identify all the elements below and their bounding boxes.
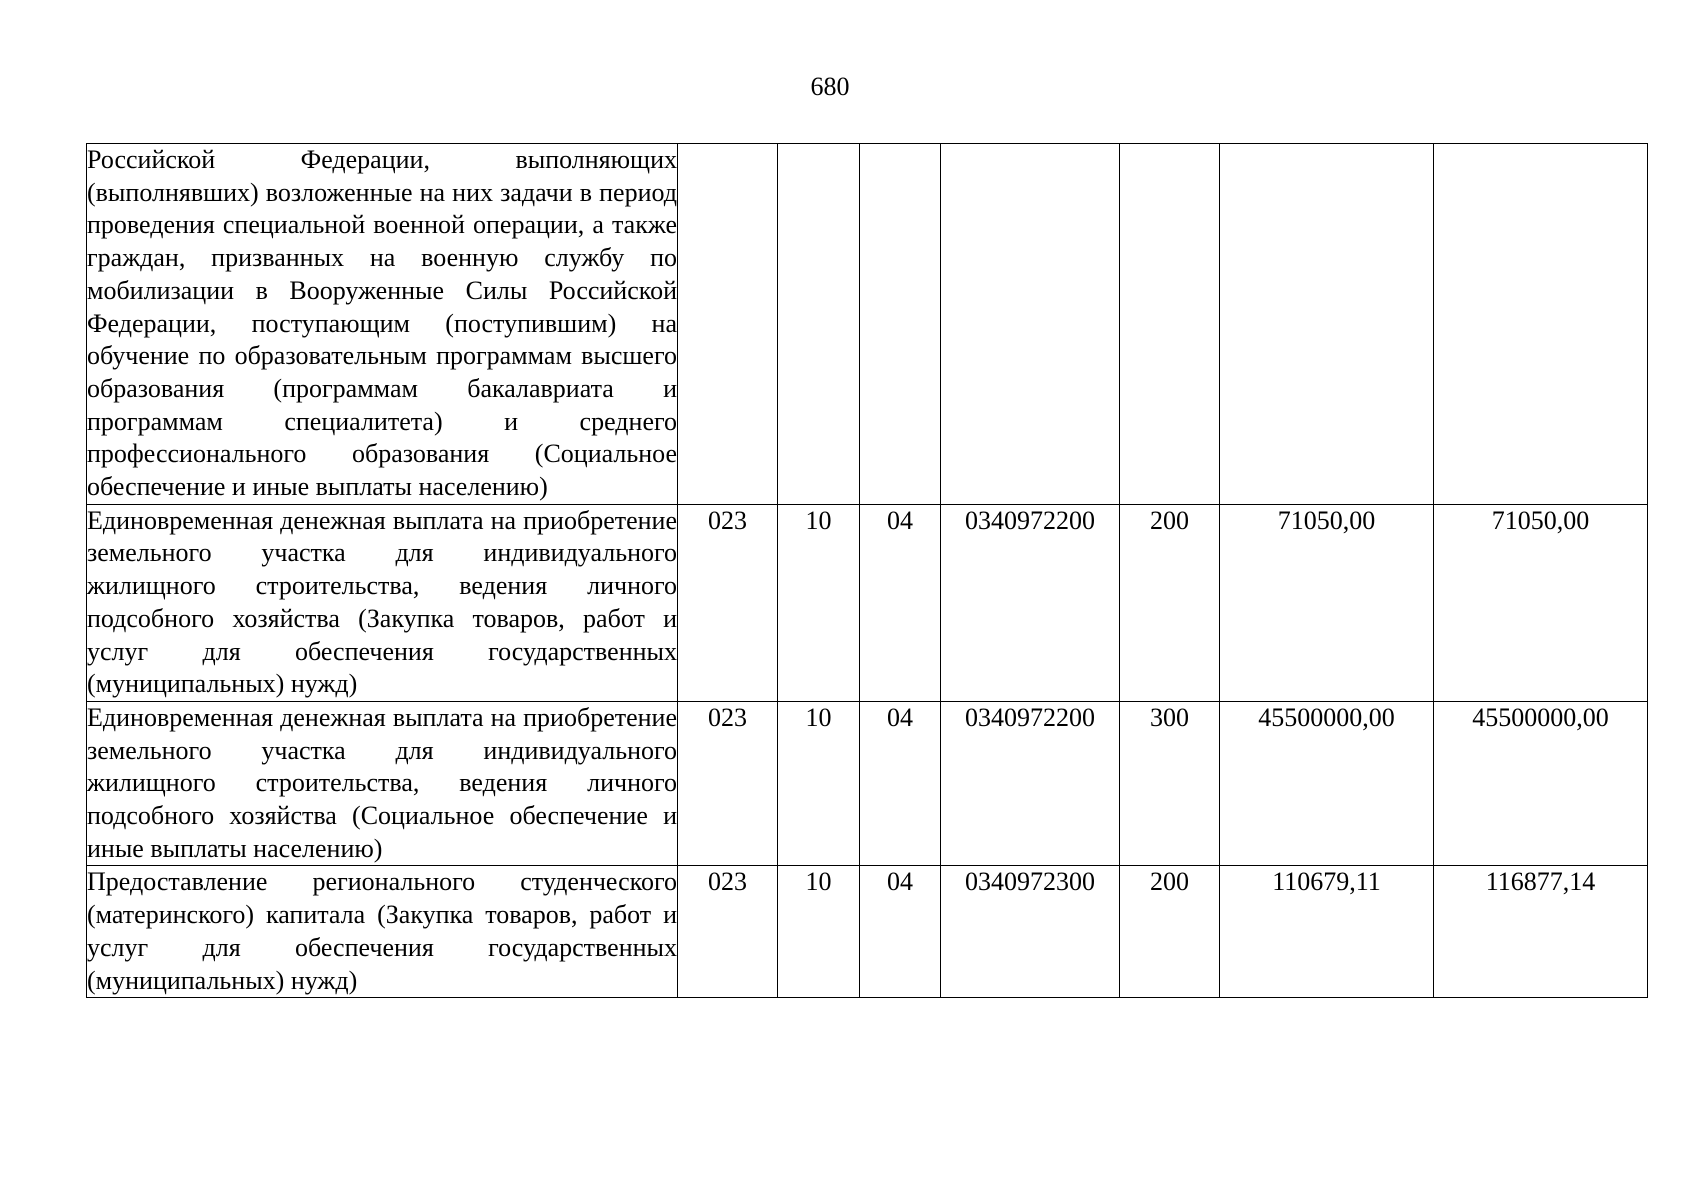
table-row	[87, 866, 1648, 998]
expense-type-code: 300	[1120, 701, 1220, 866]
row-description: Российской Федерации, выполняющих (выполнявших) возложенные на них задачи в период проведения специальной военной операции, а также граждан, призванных на военную службу по мобилизации в Вооруженные Силы Российской Федерации, поступающим (поступившим) на обучение по образовательным программам высшего образования (программам бакалавриата и программам специалитета) и среднего профессионального образования (Социальное обеспечение и иные выплаты населению)	[87, 144, 678, 505]
row-description: Единовременная денежная выплата на приобретение земельного участка для индивидуального жилищного строительства, ведения личного подсобного хозяйства (Закупка товаров, работ и услуг для обеспечения государственных (муниципальных) нужд)	[87, 504, 678, 701]
table-row	[87, 504, 1648, 701]
expense-type-code: 200	[1120, 866, 1220, 998]
budget-table	[86, 143, 1648, 998]
amount-year-2: 71050,00	[1434, 504, 1648, 701]
amount-year-2: 116877,14	[1434, 866, 1648, 998]
subsection-code: 04	[860, 504, 941, 701]
ministry-code	[678, 144, 778, 505]
row-description: Единовременная денежная выплата на приобретение земельного участка для индивидуального жилищного строительства, ведения личного подсобного хозяйства (Социальное обеспечение и иные выплаты населению)	[87, 701, 678, 866]
target-article-code: 0340972300	[941, 866, 1120, 998]
amount-year-1: 110679,11	[1220, 866, 1434, 998]
section-code: 10	[778, 504, 860, 701]
subsection-code: 04	[860, 701, 941, 866]
expense-type-code	[1120, 144, 1220, 505]
section-code	[778, 144, 860, 505]
amount-year-2	[1434, 144, 1648, 505]
target-article-code: 0340972200	[941, 504, 1120, 701]
subsection-code	[860, 144, 941, 505]
page-number: 680	[810, 72, 850, 101]
amount-year-1: 71050,00	[1220, 504, 1434, 701]
table-row	[87, 144, 1648, 505]
table-row	[87, 701, 1648, 866]
amount-year-2: 45500000,00	[1434, 701, 1648, 866]
target-article-code: 0340972200	[941, 701, 1120, 866]
ministry-code: 023	[678, 866, 778, 998]
section-code: 10	[778, 701, 860, 866]
target-article-code	[941, 144, 1120, 505]
amount-year-1: 45500000,00	[1220, 701, 1434, 866]
expense-type-code: 200	[1120, 504, 1220, 701]
amount-year-1	[1220, 144, 1434, 505]
ministry-code: 023	[678, 504, 778, 701]
ministry-code: 023	[678, 701, 778, 866]
row-description: Предоставление регионального студенческого (материнского) капитала (Закупка товаров, работ и услуг для обеспечения государственных (муниципальных) нужд)	[87, 866, 678, 998]
subsection-code: 04	[860, 866, 941, 998]
section-code: 10	[778, 866, 860, 998]
